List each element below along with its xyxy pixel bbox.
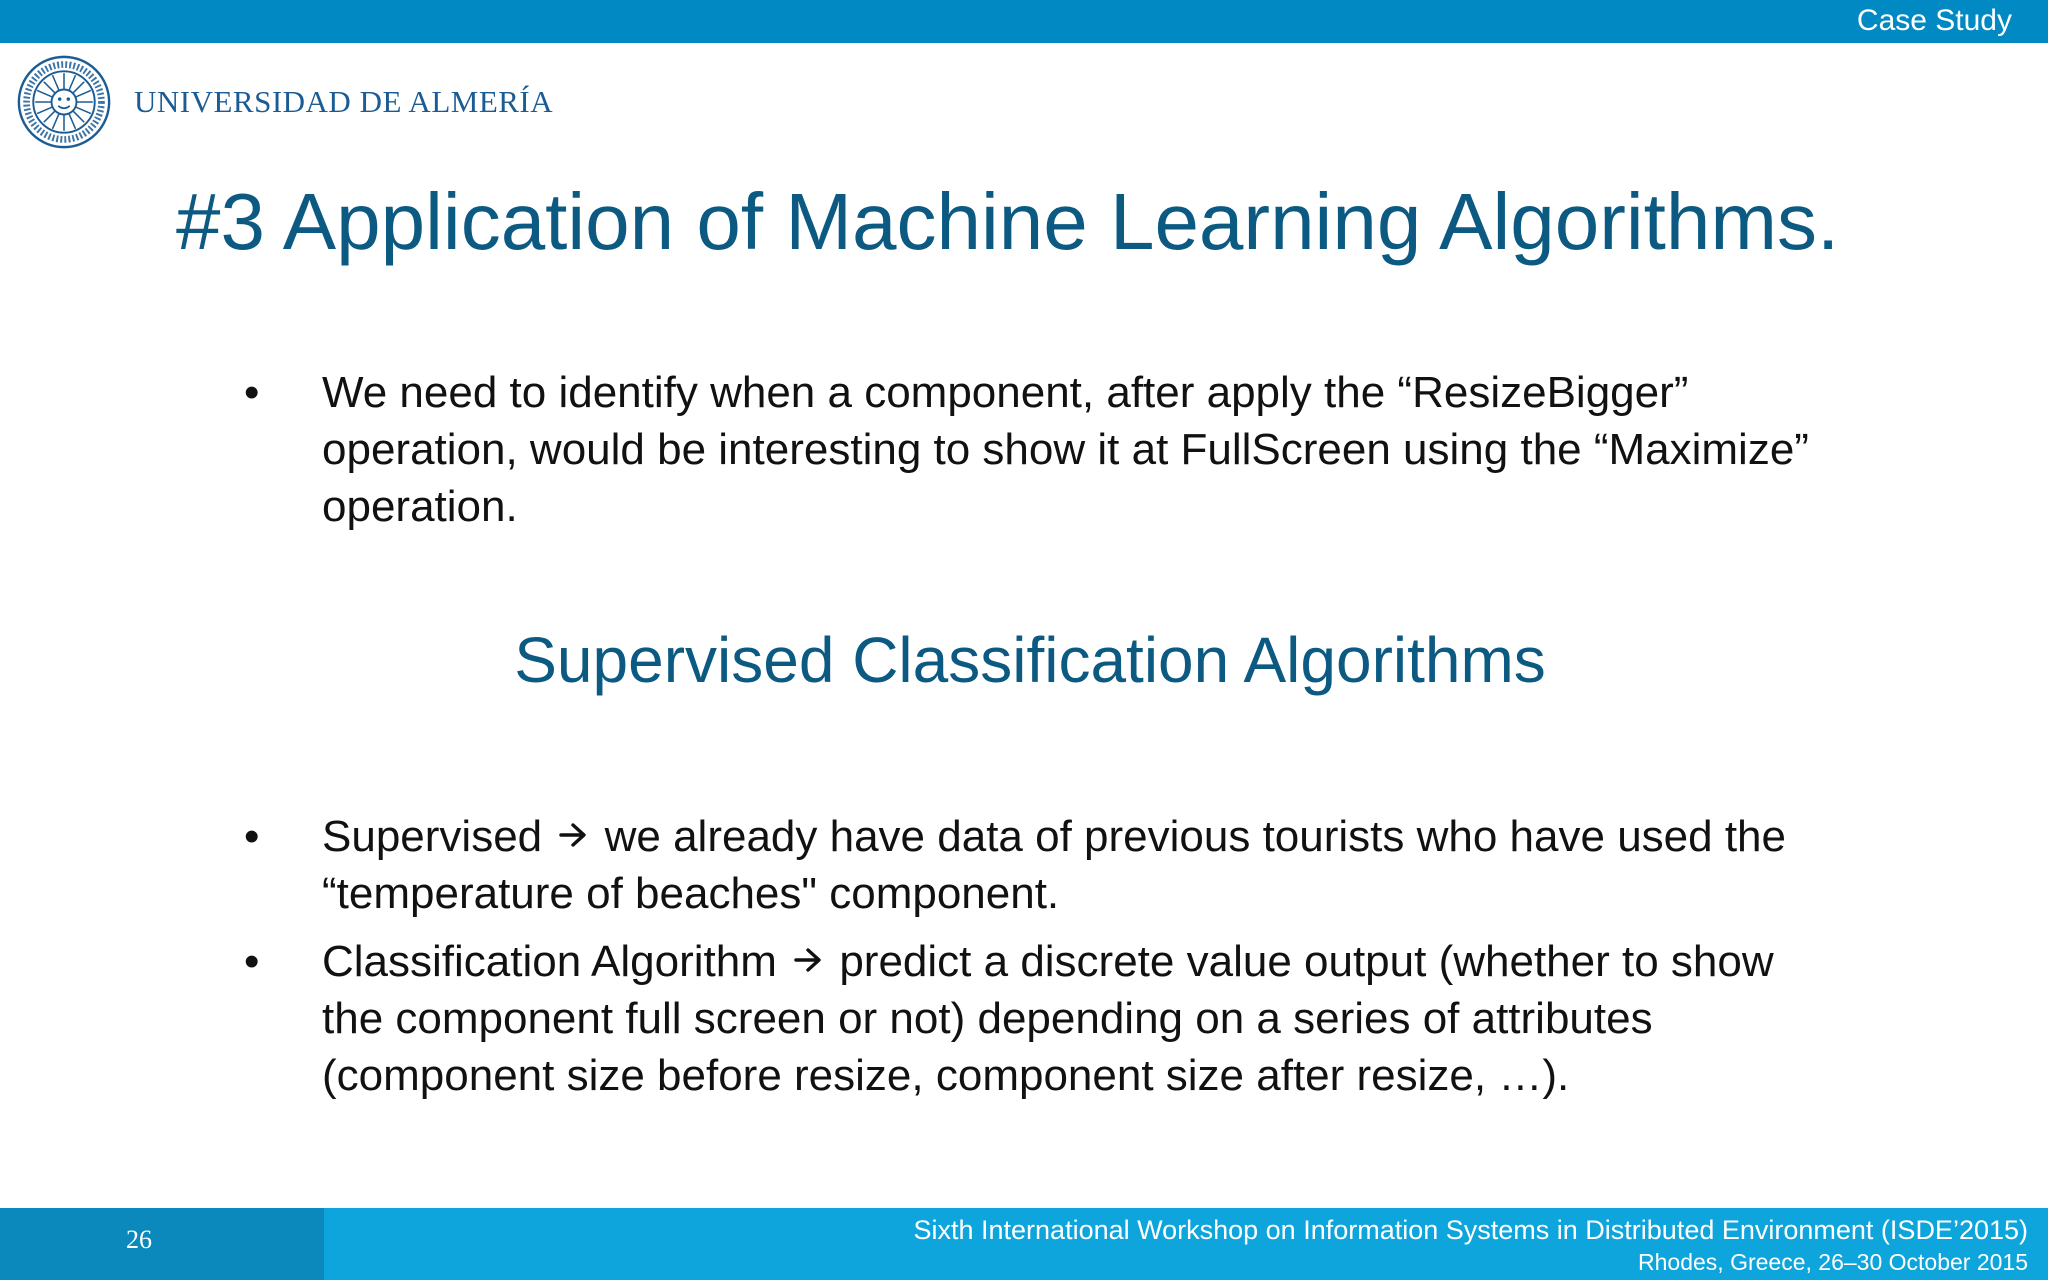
university-name: UNIVERSIDAD DE ALMERÍA [134, 84, 554, 119]
right-arrow-icon [793, 945, 823, 975]
bullet-list-definitions [240, 808, 1820, 1115]
footer-event: Sixth International Workshop on Information Systems in Distributed Environment (ISDE’2015) [913, 1215, 2028, 1245]
bullet-term: Classification Algorithm [322, 937, 777, 986]
bullet-text: predict a discrete value output (whether to show the component full screen or not) depending on a series of attributes (component size before resize, component size after resize, …). [322, 937, 1774, 1100]
bullet-text: We need to identify when a component, after apply the “ResizeBigger” operation, would be interesting to show it at FullScreen using the “Maximize” operation. [322, 368, 1809, 531]
bullet-icon: • [244, 937, 260, 986]
bullet-term: Supervised [322, 812, 543, 861]
slide-title: #3 Application of Machine Learning Algorithms. [176, 177, 1840, 266]
page-number: 26 [126, 1225, 152, 1254]
bullet-list-intro [240, 364, 1820, 546]
bullet-text: we already have data of previous tourists who have used the “temperature of beaches" component. [322, 812, 1786, 918]
footer-bar [0, 1208, 2048, 1280]
bullet-icon: • [244, 812, 260, 861]
section-label: Case Study [1856, 4, 2012, 37]
list-item [240, 364, 1820, 535]
list-item [240, 808, 1820, 922]
top-bar [0, 0, 2048, 43]
bullet-icon: • [244, 368, 260, 417]
university-seal-icon [16, 54, 112, 150]
page-number-box [0, 1208, 324, 1280]
section-subheading: Supervised Classification Algorithms [514, 624, 1546, 696]
footer-location-date: Rhodes, Greece, 26–30 October 2015 [1638, 1249, 2028, 1275]
university-logo [16, 54, 553, 150]
right-arrow-icon [558, 820, 588, 850]
list-item [240, 933, 1820, 1104]
